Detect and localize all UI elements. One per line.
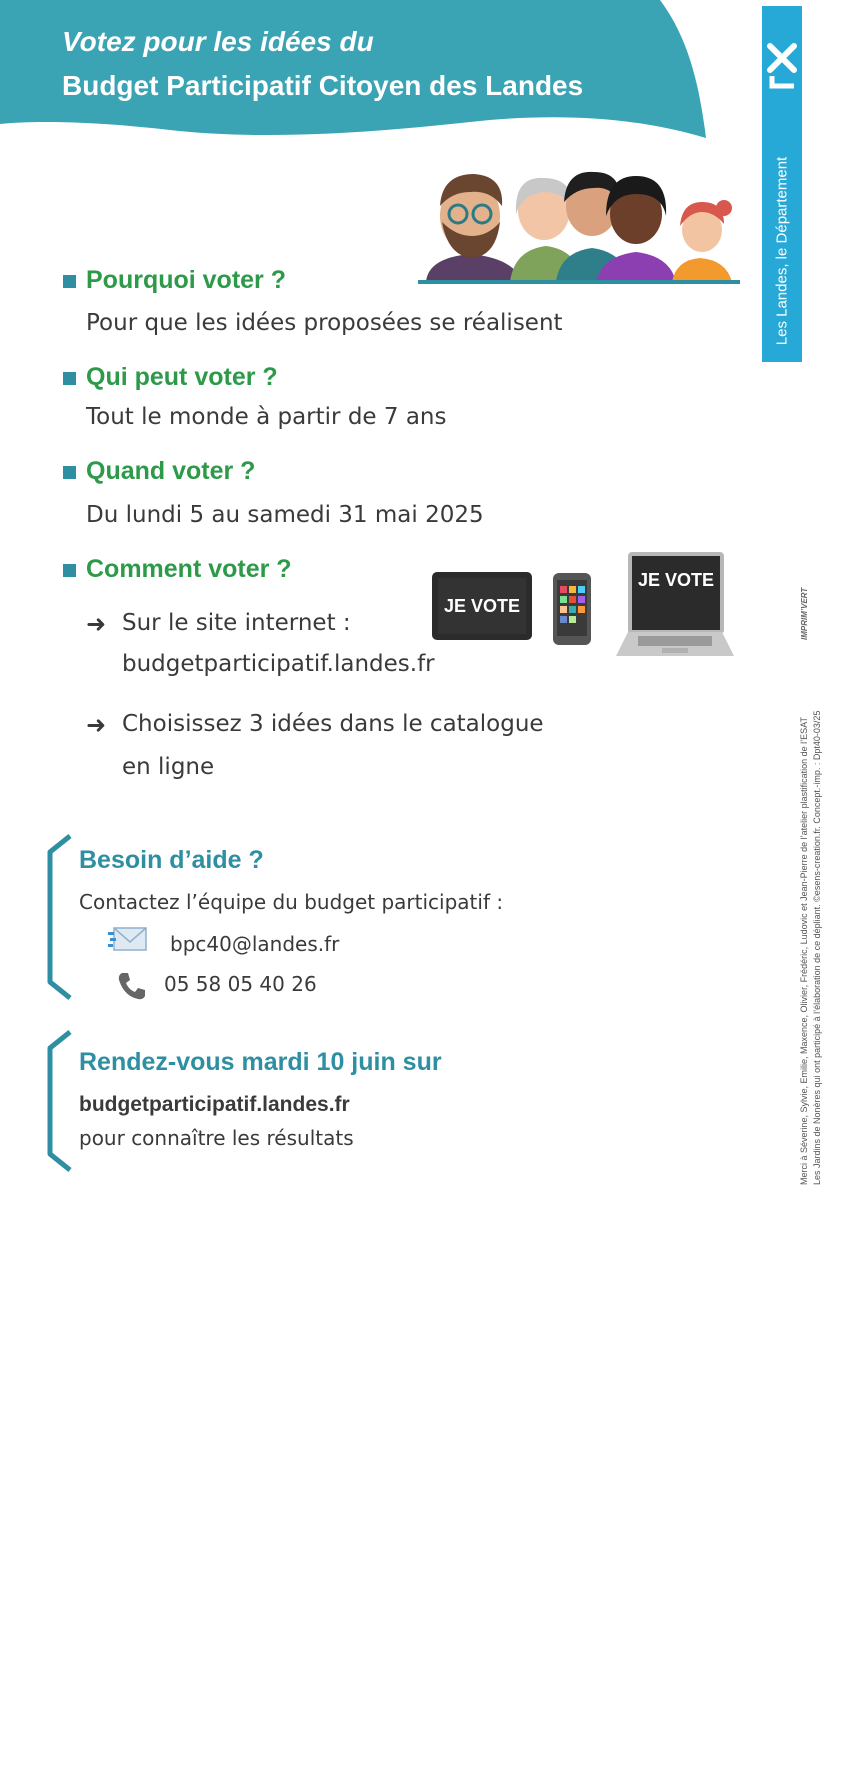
arrow-right-icon: ➜ [86,711,107,739]
smartphone-icon [552,572,592,646]
results-website[interactable]: budgetparticipatif.landes.fr [79,1093,350,1116]
imprim-vert-logo [800,587,812,650]
step2-text: Choisissez 3 idées dans le catalogue [122,711,544,737]
tablet-label: JE VOTE [443,595,521,616]
bracket-decoration [40,1028,80,1174]
department-name-text: Les Landes, le Département [773,156,791,346]
envelope-icon [108,924,148,954]
tablet-icon [432,572,532,640]
help-email[interactable]: bpc40@landes.fr [170,932,340,956]
question-qui: Qui peut voter ? [86,363,278,391]
banner-title-line1: Votez pour les idées du [62,26,374,57]
help-title: Besoin d’aide ? [79,846,264,874]
banner-title-line2: Budget Participatif Citoyen des Landes [62,70,584,101]
laptop-screen [628,552,724,634]
results-text: pour connaître les résultats [79,1126,354,1150]
bullet-icon [63,564,76,577]
step1-website: budgetparticipatif.landes.fr [122,651,435,677]
help-text: Contactez l’équipe du budget participatif : [79,890,504,914]
answer-quand: Du lundi 5 au samedi 31 mai 2025 [86,502,484,528]
step1-text: Sur le site internet : [122,610,351,636]
phone-icon [116,970,148,1002]
credits-block [798,710,838,1785]
imprim-vert-text: IMPRIM’VERT [800,587,809,640]
bullet-icon [63,466,76,479]
bracket-decoration [40,832,80,1002]
question-comment: Comment voter ? [86,555,292,583]
laptop-label: JE VOTE [637,570,715,590]
bullet-icon [63,372,76,385]
question-quand: Quand voter ? [86,457,256,485]
answer-qui: Tout le monde à partir de 7 ans [86,404,447,430]
laptop-keyboard-icon [616,632,734,660]
step2-text-line2: en ligne [122,754,215,780]
department-name [762,6,802,362]
results-title: Rendez-vous mardi 10 juin sur [79,1048,442,1076]
help-phone[interactable]: 05 58 05 40 26 [164,972,317,996]
credits-text [798,711,824,1185]
answer-pourquoi: Pour que les idées proposées se réalisent [86,310,563,336]
question-pourquoi: Pourquoi voter ? [86,266,286,294]
bullet-icon [63,275,76,288]
arrow-right-icon: ➜ [86,610,107,638]
credits-line2: Les Jardins de Nonères qui ont participé à l’élaboration de ce dépliant. ©esens-creation.fr. Concept.-imp. : Dpt40-03/25 [812,710,822,1185]
people-illustration [418,166,740,288]
credits-line1: Merci à Séverine, Sylvie, Emilie, Maxence, Olivier, Frédéric, Ludovic et Jean-Pierre de l’atelier plastification de l’ESAT [799,716,809,1185]
